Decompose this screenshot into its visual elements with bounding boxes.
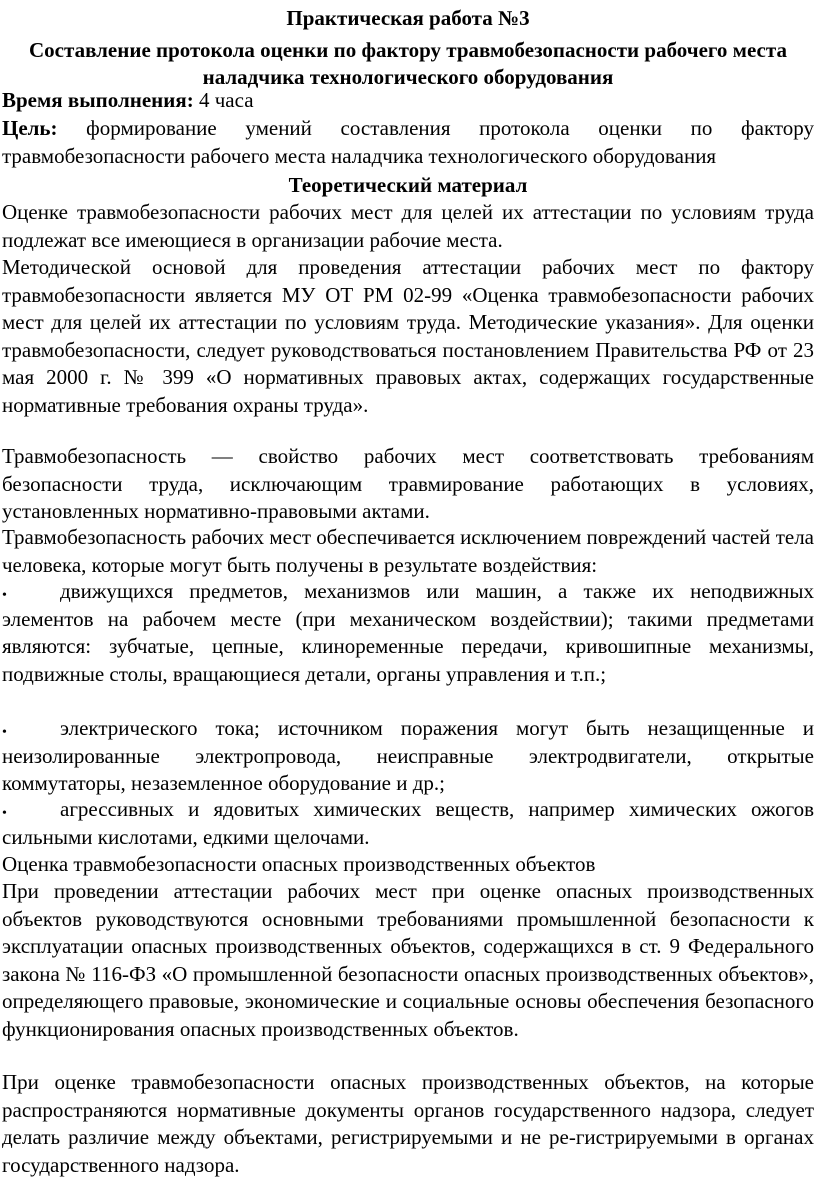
list-item-text: агрессивных и ядовитых химических веществ, например химических ожогов сильными кислотами, едкими щелочами. xyxy=(2,797,814,849)
list-item xyxy=(2,796,814,851)
theory-paragraph-2: Методической основой для проведения аттестации рабочих мест по фактору травмобезопасности является МУ ОТ РМ 02-99 «Оценка травмобезопасности рабочих мест для целей их аттестации по условиям труда. Методические указания». Для оценки травмобезопасности, следует руководствоваться постановлением Правительства РФ от 23 мая 2000 г. № 399 «О нормативных правовых актах, содержащих государственные нормативные требования охраны труда». xyxy=(2,255,814,417)
list-item-text: электрического тока; источником поражения могут быть незащищенные и неизолированные электропровода, неисправные электродвигатели, открытые коммутаторы, незаземленное оборудование и др.; xyxy=(2,716,814,796)
time-label: Время выполнения: xyxy=(2,88,194,112)
time-value: 4 часа xyxy=(193,88,254,112)
theory-paragraph-4: Травмобезопасность рабочих мест обеспечивается исключением повреждений частей тела человека, которые могут быть получены в результате воздействия: xyxy=(2,525,814,577)
theory-paragraph-6: При проведении аттестации рабочих мест при оценке опасных производственных объектов руководствуются основными требованиями промышленной безопасности к эксплуатации опасных производственных объектов, содержащихся в ст. 9 Федерального закона № 116-ФЗ «О промышленной безопасности опасных производственных объектов», определяющего правовые, экономические и социальные основы обеспечения безопасного функционирования опасных производственных объектов. xyxy=(2,879,814,1041)
theory-paragraph-7: При оценке травмобезопасности опасных производственных объектов, на которые распространяются нормативные документы органов государственного надзора, следует делать различие между объектами, регистрируемыми и не ре-гистрируемыми в органах государственного надзора. xyxy=(2,1070,814,1177)
bullet-icon: • xyxy=(2,588,7,603)
goal-label: Цель: xyxy=(2,116,58,140)
bullet-icon: • xyxy=(2,725,7,740)
page-subtitle: Составление протокола оценки по фактору травмобезопасности рабочего места наладчика технологического оборудования xyxy=(29,38,787,89)
goal-value: формирование умений составления протокола оценки по фактору травмобезопасности рабочего места наладчика технологического оборудования xyxy=(2,116,814,168)
theory-paragraph-3: Травмобезопасность — свойство рабочих мест соответствовать требованиям безопасности труда, исключающим травмирование работающих в условиях, установленных нормативно-правовыми актами. xyxy=(2,444,814,524)
bullet-icon: • xyxy=(2,806,7,821)
time-line xyxy=(2,87,814,115)
list-item xyxy=(2,578,814,688)
list-item xyxy=(2,715,814,798)
page-title: Практическая работа №3 xyxy=(286,6,530,30)
theory-heading: Теоретический материал xyxy=(288,173,528,197)
list-item-text: движущихся предметов, механизмов или машин, а также их неподвижных элементов на рабочем месте (при механическом воздействии); такими предметами являются: зубчатые, цепные, клиноременные передачи, кривошипные механизмы, подвижные столы, вращающиеся детали, органы управления и т.п.; xyxy=(2,579,814,686)
theory-paragraph-1: Оценке травмобезопасности рабочих мест для целей их аттестации по условиям труда подлежат все имеющиеся в организации рабочие места. xyxy=(2,200,814,252)
section-heading: Оценка травмобезопасности опасных производственных объектов xyxy=(2,852,596,876)
goal-paragraph xyxy=(2,115,814,170)
